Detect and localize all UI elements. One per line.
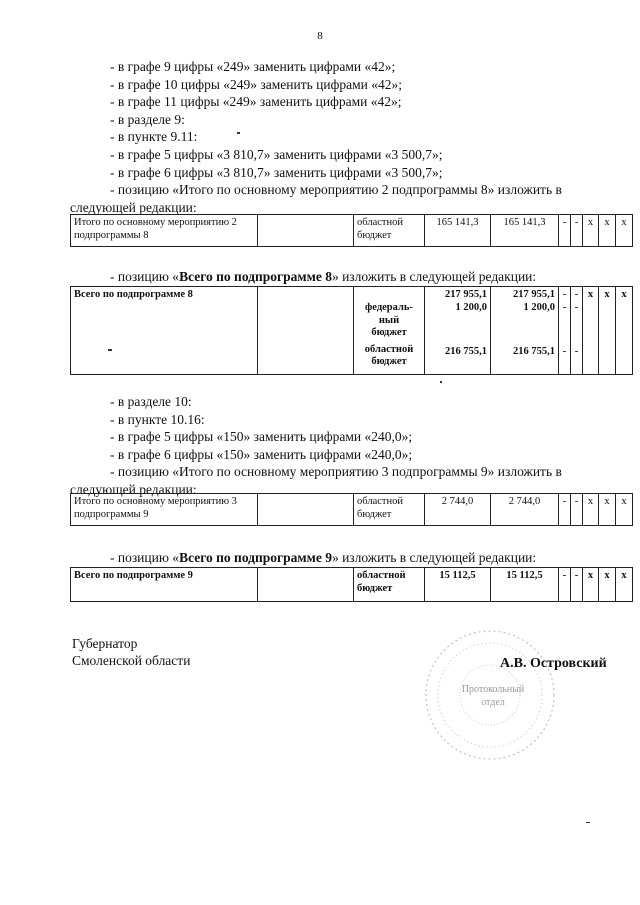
signatory-name: А.В. Островский [500, 656, 607, 671]
mark-cell: х [616, 494, 633, 526]
scan-mark [586, 822, 590, 823]
mark-cell: - [571, 494, 583, 526]
value-cell: 217 955,1 [513, 289, 555, 300]
text-line: - позицию «Итого по основному мероприятию 3 подпрограммы 9» изложить в [110, 464, 562, 480]
amendment-total-subprogram-8 [70, 268, 632, 286]
amendment-list-section-10 [70, 393, 632, 499]
table-total-activity-3-subprogram-9 [70, 493, 633, 526]
text-suffix: » изложить в следующей редакции: [331, 269, 537, 284]
value-cell: 217 955,1 [445, 289, 487, 300]
mark-cell: х [616, 568, 633, 602]
table-total-subprogram-8 [70, 286, 633, 375]
page-number: 8 [317, 30, 323, 42]
text-bold: Всего по подпрограмме 8 [179, 269, 332, 284]
table-row [71, 287, 633, 375]
mark-cell: - [574, 289, 579, 300]
mark-cell: - [559, 568, 571, 602]
mark-cell: - [574, 301, 579, 313]
budget-source: областной бюджет [354, 494, 425, 526]
value-cell: 216 755,1 [445, 346, 487, 357]
text-line: следующей редакции: [70, 481, 197, 497]
mark-cell: х [583, 287, 599, 375]
text-line: - в графе 6 цифры «3 810,7» заменить цифрами «3 500,7»; [110, 164, 443, 180]
mark-cell: х [583, 215, 599, 247]
table-row [71, 494, 633, 526]
amendment-list-section-9 [70, 58, 632, 216]
mark-cell: - [562, 301, 567, 313]
mark-cell: х [583, 494, 599, 526]
budget-source: областной бюджет [354, 215, 425, 247]
text-prefix: - позицию « [110, 269, 180, 284]
text-line: - позицию «Итого по основному мероприятию 2 подпрограммы 8» изложить в [110, 182, 562, 198]
row-name: Всего по подпрограмме 8 [71, 287, 258, 375]
signature-title-line: Губернатор [72, 636, 138, 651]
budget-source: областной бюджет [364, 343, 414, 367]
text-line: - в графе 5 цифры «150» заменить цифрами «240,0»; [110, 429, 413, 445]
mark-cell: х [599, 287, 616, 375]
amendment-total-subprogram-9 [70, 549, 632, 567]
table-row [71, 568, 633, 602]
stamp-line: Протокольный [461, 684, 525, 695]
value-cell: 216 755,1 [513, 346, 555, 357]
table-total-activity-2-subprogram-8 [70, 214, 633, 247]
text-line: - в графе 11 цифры «249» заменить цифрами «42»; [110, 94, 402, 110]
text-line: - в пункте 10.16: [110, 411, 205, 427]
mark-cell: - [562, 289, 567, 300]
budget-source: областной бюджет [354, 568, 425, 602]
text-suffix: » изложить в следующей редакции: [331, 550, 537, 565]
value-cell: 165 141,3 [491, 215, 559, 247]
text-bold: Всего по подпрограмме 9 [179, 550, 332, 565]
stamp-line: отдел [481, 697, 505, 708]
row-name: Итого по основному мероприятию 3 подпрограммы 9 [71, 494, 258, 526]
text-line: - в разделе 10: [110, 394, 192, 409]
scan-mark [237, 132, 240, 134]
text-line: следующей редакции: [70, 199, 197, 215]
text-line: - в графе 9 цифры «249» заменить цифрами «42»; [110, 59, 396, 74]
scan-mark [108, 349, 112, 351]
text-line: - в пункте 9.11: [110, 129, 198, 145]
mark-cell: х [583, 568, 599, 602]
scan-mark [440, 381, 442, 383]
text-line: - в графе 6 цифры «150» заменить цифрами «240,0»; [110, 446, 413, 462]
row-name: Всего по подпрограмме 9 [71, 568, 258, 602]
mark-cell: - [562, 346, 567, 357]
text-line: - в графе 10 цифры «249» заменить цифрами «42»; [110, 76, 402, 92]
text-prefix: - позицию « [110, 550, 180, 565]
mark-cell: х [599, 215, 616, 247]
value-cell: 2 744,0 [491, 494, 559, 526]
signature-title-line: Смоленской области [72, 653, 191, 668]
budget-source: федераль-ный бюджет [365, 302, 413, 338]
mark-cell: - [571, 215, 583, 247]
value-cell: 15 112,5 [491, 568, 559, 602]
table-total-subprogram-9 [70, 567, 633, 602]
text-line: - в графе 5 цифры «3 810,7» заменить цифрами «3 500,7»; [110, 146, 443, 162]
value-cell: 1 200,0 [455, 301, 487, 313]
value-cell: 165 141,3 [425, 215, 491, 247]
mark-cell: - [559, 215, 571, 247]
value-cell: 2 744,0 [425, 494, 491, 526]
mark-cell: х [616, 287, 633, 375]
mark-cell: - [574, 346, 579, 357]
mark-cell: - [559, 494, 571, 526]
value-cell: 1 200,0 [523, 301, 555, 313]
signature-title [72, 635, 190, 669]
mark-cell: - [571, 568, 583, 602]
text-line: - в разделе 9: [110, 111, 185, 127]
stamp-text [448, 683, 538, 709]
table-row [71, 215, 633, 247]
mark-cell: х [599, 568, 616, 602]
row-name: Итого по основному мероприятию 2 подпрограммы 8 [71, 215, 258, 247]
value-cell: 15 112,5 [425, 568, 491, 602]
mark-cell: х [599, 494, 616, 526]
mark-cell: х [616, 215, 633, 247]
